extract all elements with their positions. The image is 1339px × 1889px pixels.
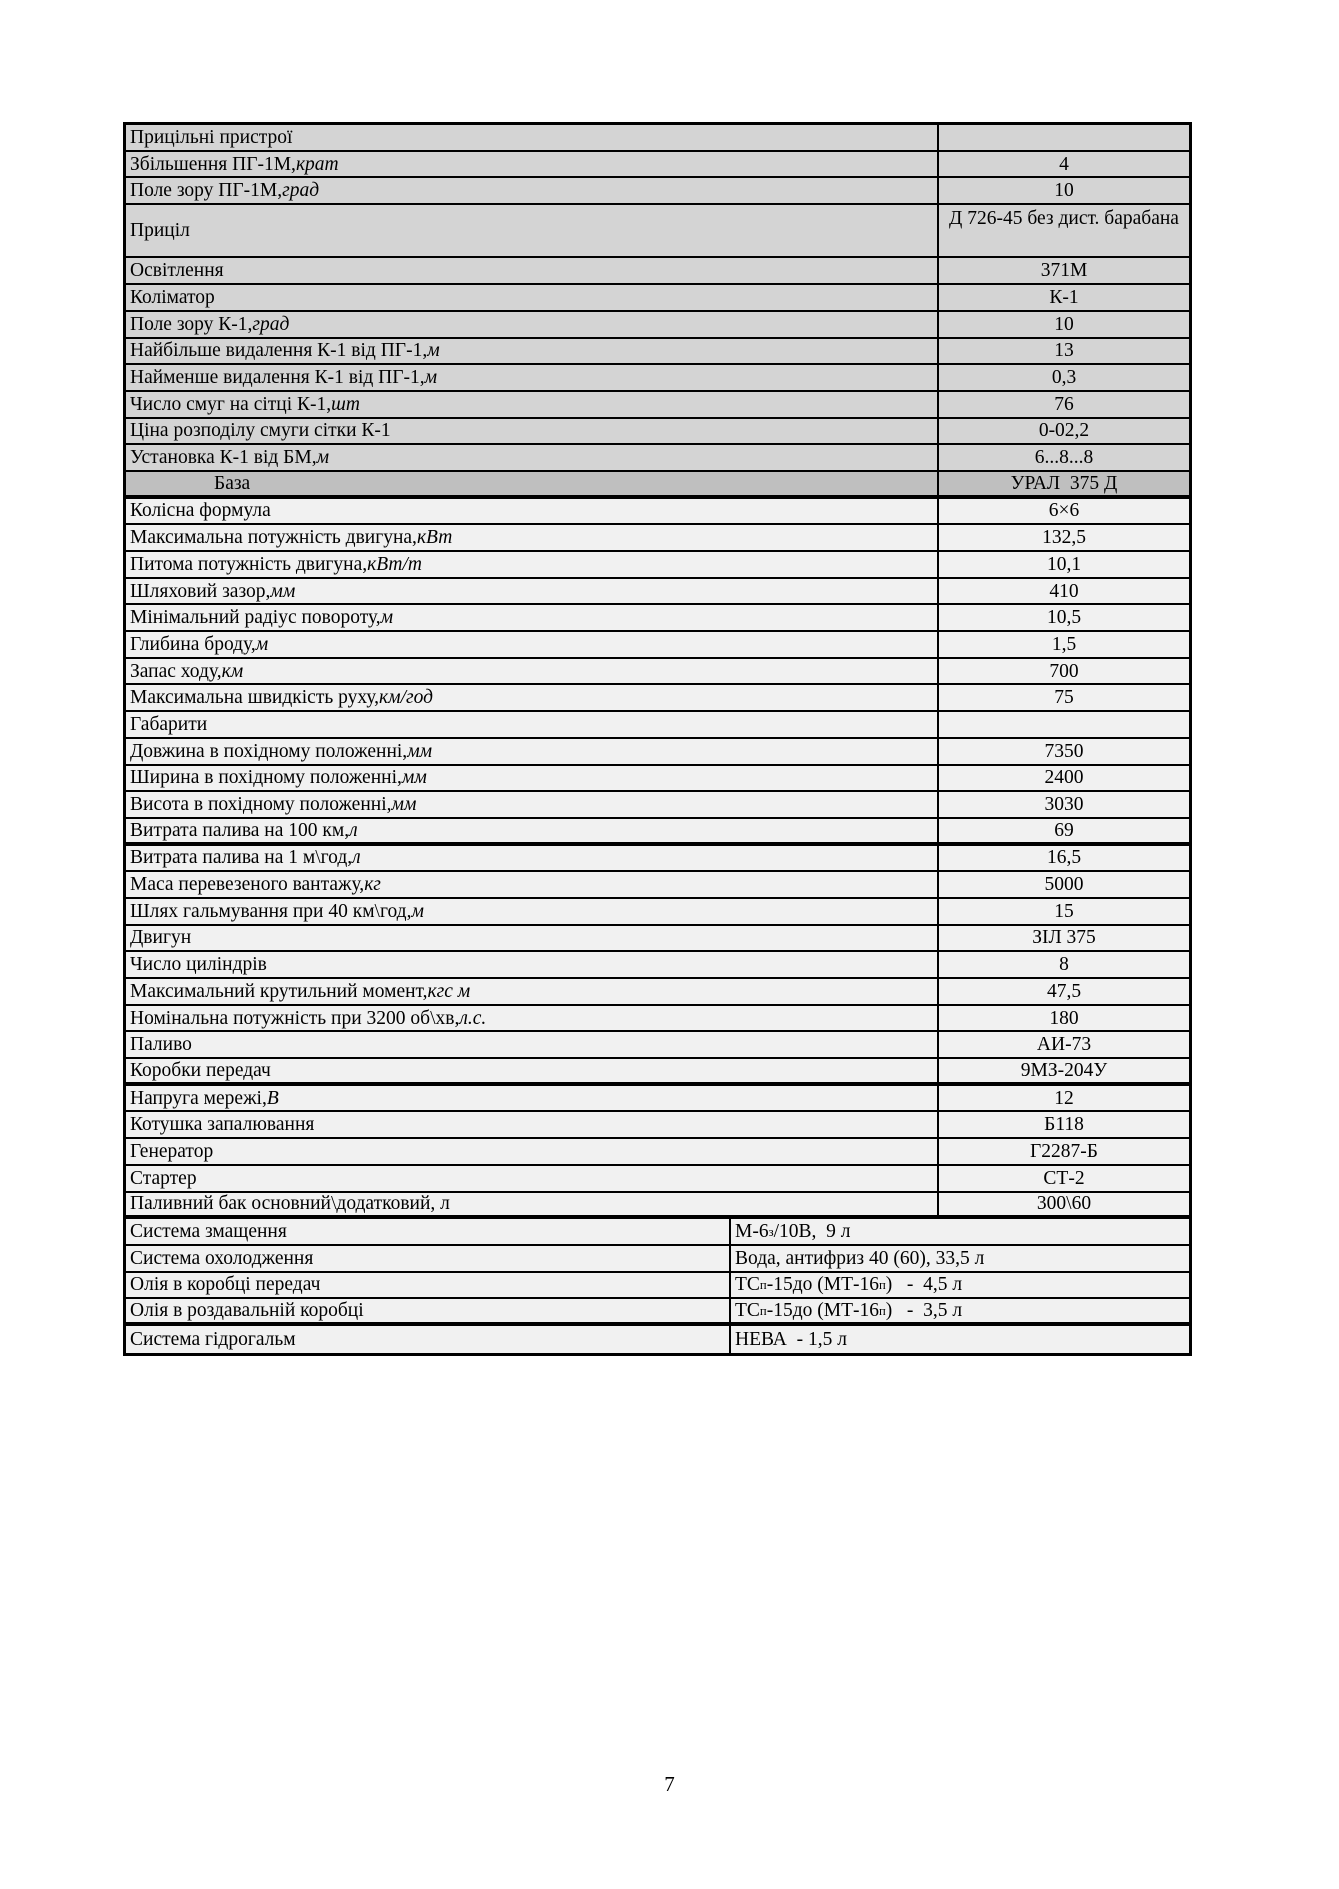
param-label: Коробки передач [126,1059,939,1082]
param-unit: кг [364,874,381,896]
param-label: Шлях гальмування при 40 км\год, м [126,899,939,924]
table-row [126,499,1189,526]
table-row [126,258,1189,285]
param-value: 6...8...8 [1034,447,1094,469]
param-label: Паливо [126,1032,939,1057]
param-label: Витрата палива на 1 м\год, л [126,846,939,871]
param-unit: м [427,340,440,362]
param-unit: м [380,607,394,629]
param-value [939,125,1189,150]
table-row [126,552,1189,579]
table-row [126,525,1189,552]
param-value: 410 [1049,580,1079,602]
param-value: ЗІЛ 375 [1032,927,1096,949]
param-value: ТС п -15до (МТ-16 п ) - 3,5 л [735,1300,963,1322]
param-label: Максимальна швидкість руху, км/год [126,685,939,710]
param-label: Найменше видалення К-1 від ПГ-1, м [126,365,939,390]
table-row [126,1139,1189,1166]
param-label: Коліматор [126,285,939,310]
param-value: 371М [1040,260,1088,282]
param-label: Система гідрогальм [126,1326,731,1353]
table-row [126,125,1189,152]
table-row [126,1166,1189,1193]
param-value: 10,1 [1046,553,1082,575]
param-unit: км [221,660,244,682]
param-value [939,712,1189,737]
table-row [126,1273,1189,1300]
param-value: 2400 [1044,767,1084,789]
param-value: 0-02,2 [1038,420,1090,442]
param-label: Маса перевезеного вантажу, кг [126,872,939,897]
table-row [126,766,1189,793]
table-row [126,1032,1189,1059]
table-row [126,365,1189,392]
param-label: Максимальна потужність двигуна, кВт [126,525,939,550]
param-value: 300\60 [1036,1193,1092,1215]
table-row [126,205,1189,258]
param-value: К-1 [1049,286,1079,308]
param-label: Габарити [126,712,939,737]
param-unit: кВт/т [367,553,422,575]
param-label: Стартер [126,1166,939,1191]
param-value: НЕВА - 1,5 л [735,1328,847,1350]
param-label: Найбільше видалення К-1 від ПГ-1, м [126,339,939,364]
table-row [126,739,1189,766]
param-unit: м [411,900,424,922]
param-label: Поле зору К-1, град [126,312,939,337]
param-label: Довжина в похідному положенні, мм [126,739,939,764]
param-value: 76 [1054,393,1074,415]
param-label: Олія в коробці передач [126,1273,731,1298]
param-unit: град [282,180,320,202]
table-row [126,392,1189,419]
table-row [126,152,1189,179]
section-row [126,472,1189,499]
param-value: 1,5 [1051,633,1077,655]
table-row [126,1299,1189,1326]
param-value: Вода, антифриз 40 (60), 33,5 л [735,1247,985,1269]
param-label: Запас ходу, км [126,659,939,684]
table-row [126,579,1189,606]
param-label: Система охолодження [126,1246,731,1271]
param-value: 6×6 [1048,500,1080,522]
param-unit: л [349,819,358,841]
param-unit: м [424,367,438,389]
table-row [126,899,1189,926]
table-row [126,1326,1189,1353]
param-unit: м [316,447,330,469]
table-row [126,926,1189,953]
param-value: Б118 [1044,1114,1084,1136]
table-row [126,178,1189,205]
table-row [126,1006,1189,1033]
param-unit: В [266,1087,279,1109]
spec-table [123,122,1192,1356]
param-label: Поле зору ПГ-1М, град [126,178,939,203]
param-label: Ціна розподілу смуги сітки К-1 [126,419,939,444]
param-value: 0,3 [1051,367,1077,389]
param-unit: л.с. [459,1007,487,1029]
param-label: Число смуг на сітці К-1, шт [126,392,939,417]
param-value: М-6 з /10В, 9 л [735,1221,851,1243]
table-row [126,339,1189,366]
param-value: 69 [1054,819,1074,841]
page-number: 7 [664,1772,675,1796]
param-value: Г2287-Б [1030,1140,1098,1162]
param-value: СТ-2 [1043,1167,1085,1189]
param-value: Д 726-45 без дист. барабана [949,208,1179,230]
table-row [126,872,1189,899]
param-value: 4 [1059,153,1069,175]
table-row [126,312,1189,339]
table-row [126,792,1189,819]
table-row [126,979,1189,1006]
param-label: Колісна формула [126,499,939,524]
param-label: Глибина броду, м [126,632,939,657]
table-row [126,285,1189,312]
param-value: АИ-73 [1036,1034,1092,1056]
param-unit: мм [391,794,417,816]
param-label: Приціл [126,205,939,256]
table-row [126,846,1189,873]
param-label: Напруга мережі, В [126,1086,939,1111]
param-label: Максимальний крутильний момент, кгс м [126,979,939,1004]
param-unit: м [255,633,269,655]
param-label: Установка К-1 від БМ, м [126,445,939,470]
table-row [126,1086,1189,1113]
param-unit: км/год [379,687,433,709]
param-label: Шляховий зазор, мм [126,579,939,604]
param-label: Прицільні пристрої [126,125,939,150]
param-label: Котушка запалювання [126,1112,939,1137]
param-label: Число циліндрів [126,952,939,977]
param-label: Паливний бак основний\додатковий, л [126,1193,939,1216]
param-label: Олія в роздавальній коробці [126,1299,731,1322]
param-value: 180 [1049,1007,1079,1029]
param-label: Генератор [126,1139,939,1164]
table-row [126,605,1189,632]
param-unit: крат [295,153,339,175]
param-label: Витрата палива на 100 км, л [126,819,939,842]
param-value: 16,5 [1046,847,1082,869]
param-unit: мм [270,580,296,602]
param-label: Мінімальний радіус повороту, м [126,605,939,630]
param-value: 8 [1059,954,1069,976]
param-value: 5000 [1044,874,1084,896]
param-value: 13 [1054,340,1074,362]
param-value: 75 [1054,687,1074,709]
table-row [126,632,1189,659]
param-value: 10,5 [1046,607,1082,629]
param-value: 700 [1049,660,1079,682]
param-unit: кгс м [427,980,471,1002]
param-value: 10 [1054,313,1074,335]
param-unit: л [352,847,361,869]
param-label: Двигун [126,926,939,951]
table-row [126,819,1189,846]
param-label: Висота в похідному положенні, мм [126,792,939,817]
table-row [126,659,1189,686]
param-unit: мм [401,767,427,789]
param-value: 9МЗ-204У [1020,1059,1108,1081]
param-label: Ширина в похідному положенні, мм [126,766,939,791]
param-value: 47,5 [1046,980,1082,1002]
param-label: Збільшення ПГ-1М, крат [126,152,939,177]
table-row [126,952,1189,979]
table-row [126,419,1189,446]
param-unit: град [252,313,290,335]
param-value: УРАЛ 375 Д [1010,472,1118,494]
param-label: Номінальна потужність при 3200 об\хв, л.с. [126,1006,939,1031]
param-value: 7350 [1044,740,1084,762]
param-value: 15 [1054,900,1074,922]
param-unit: шт [331,393,360,415]
param-value: 10 [1054,180,1074,202]
table-row [126,1246,1189,1273]
table-row [126,685,1189,712]
table-row [126,712,1189,739]
param-unit: мм [407,740,433,762]
param-value: ТС п -15до (МТ-16 п ) - 4,5 л [735,1274,963,1296]
table-row [126,1112,1189,1139]
param-unit: кВт [416,527,453,549]
param-label: Питома потужність двигуна, кВт/т [126,552,939,577]
table-row [126,1059,1189,1086]
param-value: 3030 [1044,794,1084,816]
param-label: База [126,472,939,495]
param-value: 12 [1054,1087,1074,1109]
table-row [126,1193,1189,1220]
param-label: Освітлення [126,258,939,283]
table-row [126,445,1189,472]
param-value: 132,5 [1042,527,1086,549]
table-row [126,1219,1189,1246]
param-label: Система змащення [126,1219,731,1244]
